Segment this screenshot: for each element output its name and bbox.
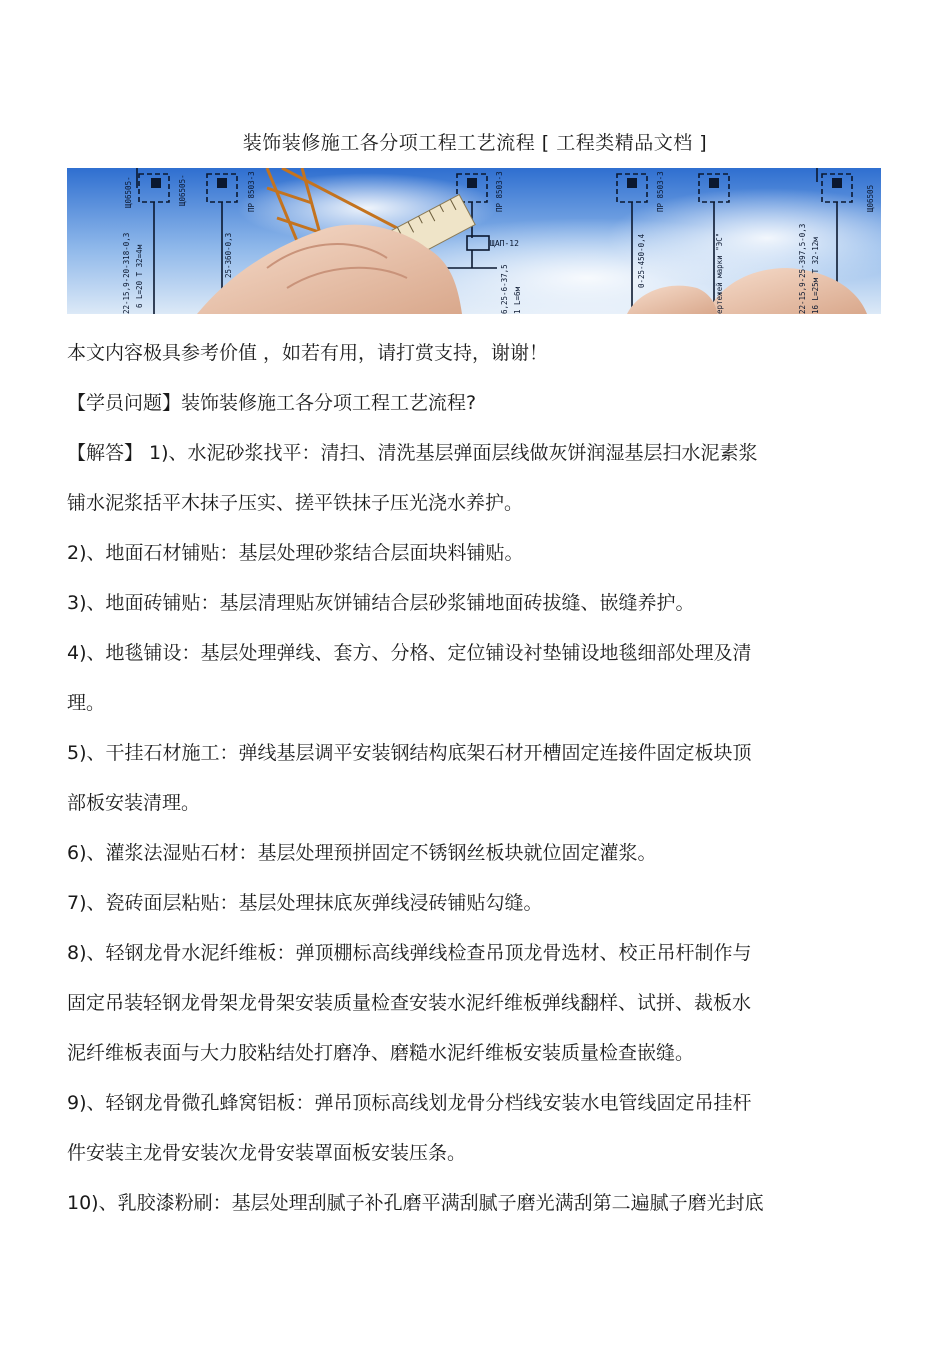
banner-label: ПР 8503-3	[495, 171, 504, 212]
document-body	[67, 328, 885, 1228]
body-line: 泥纤维板表面与大力胶粘结处打磨净、磨糙水泥纤维板安装质量检查嵌缝。	[67, 1042, 695, 1064]
banner-label: ертежей марки "ЭС"	[715, 232, 724, 314]
body-line: 固定吊装轻钢龙骨架龙骨架安装质量检查安装水泥纤维板弹线翻样、试拼、裁板水	[67, 992, 752, 1014]
banner-label: Щ06505	[866, 184, 875, 212]
banner-label: 22-15,9-25-397,5-0,3	[798, 223, 807, 314]
banner-label: ПР 8503-3	[247, 171, 256, 212]
banner-label: Щ06505-	[124, 176, 133, 208]
body-line: 6)、灌浆法湿贴石材：基层处理预拼固定不锈钢丝板块就位固定灌浆。	[67, 842, 657, 864]
banner-label: 6,25-6-37,5	[500, 264, 509, 314]
body-line: 10)、乳胶漆粉刷：基层处理刮腻子补孔磨平满刮腻子磨光满刮第二遍腻子磨光封底	[67, 1192, 764, 1214]
body-line: 铺水泥浆括平木抹子压实、搓平铁抹子压光浇水养护。	[67, 492, 524, 514]
banner-label: 25-360-0,3	[224, 232, 233, 278]
banner-label: 22-15,9-20-318-0,3	[122, 232, 131, 314]
body-line: 5)、干挂石材施工：弹线基层调平安装钢结构底架石材开槽固定连接件固定板块顶	[67, 742, 752, 764]
document-title: 装饰装修施工各分项工程工艺流程 [ 工程类精品文档 ]	[242, 132, 708, 154]
body-line: 9)、轻钢龙骨微孔蜂窝铝板：弹吊顶标高线划龙骨分档线安装水电管线固定吊挂杆	[67, 1092, 752, 1114]
body-line: 3)、地面砖铺贴：基层清理贴灰饼铺结合层砂浆铺地面砖拔缝、嵌缝养护。	[67, 592, 695, 614]
banner-label: Щ06505-	[178, 174, 187, 206]
banner-label: 1 L=6м	[513, 286, 522, 314]
body-line: 2)、地面石材铺贴：基层处理砂浆结合层面块料铺贴。	[67, 542, 524, 564]
body-line: 8)、轻钢龙骨水泥纤维板：弹顶棚标高线弹线检查吊顶龙骨选材、校正吊杆制作与	[67, 942, 752, 964]
blueprint-illustration	[67, 168, 881, 314]
body-line: 件安装主龙骨安装次龙骨安装罩面板安装压条。	[67, 1142, 467, 1164]
banner-label: 16 L=25м T 32-12м	[811, 237, 820, 314]
body-line: 理。	[67, 692, 106, 714]
body-line: 部板安装清理。	[67, 792, 201, 814]
banner-label: ЩАП-12	[490, 239, 519, 248]
banner-label: ПР 8503-3	[656, 171, 665, 212]
banner-image	[67, 168, 881, 314]
banner-label: 0-25-450-0,4	[637, 233, 646, 288]
body-line: 7)、瓷砖面层粘贴：基层处理抹底灰弹线浸砖铺贴勾缝。	[67, 892, 543, 914]
body-line: 4)、地毯铺设：基层处理弹线、套方、分格、定位铺设衬垫铺设地毯细部处理及清	[67, 642, 752, 664]
question-paragraph: 【学员问题】装饰装修施工各分项工程工艺流程?	[67, 392, 477, 414]
body-line: 【解答】 1)、水泥砂浆找平：清扫、清洗基层弹面层线做灰饼润湿基层扫水泥素浆	[67, 442, 758, 464]
intro-paragraph: 本文内容极具参考价值 ，如若有用，请打赏支持，谢谢！	[67, 342, 549, 364]
banner-label: 6 L=20 T 32=4м	[135, 244, 144, 308]
